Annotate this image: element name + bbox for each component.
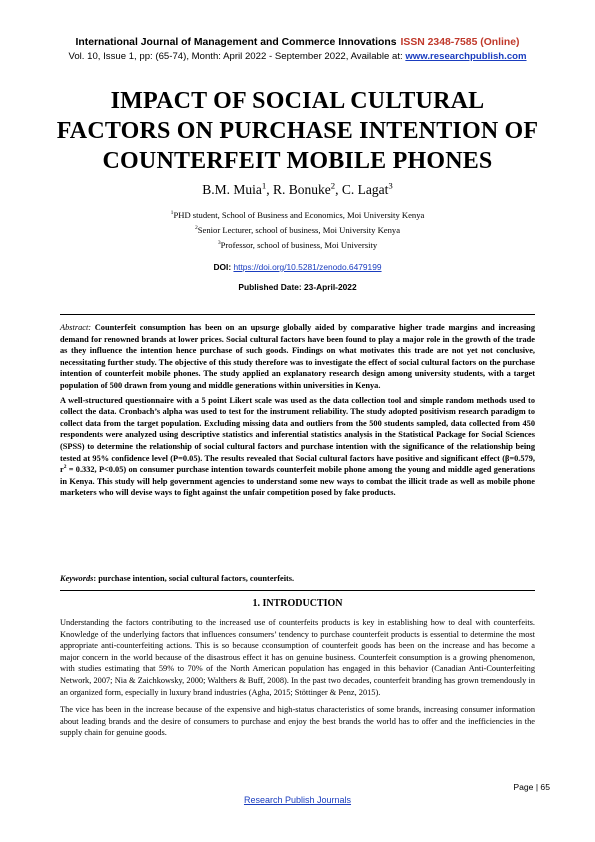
issn: ISSN 2348-7585 (Online) xyxy=(400,37,520,48)
paragraph: Understanding the factors contributing to the increased use of counterfeits products is key in establishing how to deal with counterfeits. Knowledge of the underlying factors that influences consumers’ tendency to purchase counterfeit products is essential to determine the most appropriate anti-counterfeiting actions. This is so because cconsumption of counterfeit goods has been on the increase and has become a major concern in the world because of the disastrous effect it has on genuine business. Counterfeit consumption is a growing phenomenon, with studies estimating that 59% to 70% of the North American population has engaged in this behavior (Canadian Anti-Counterfeiting Network, 2007; Nia & Zaichkowsky, 2000; Walthers & Buff, 2008). In the past two decades, counterfeit branding has grown tremendously in an organized form, especially in luxury brand industries (Agha, 2015; Stöttinger & Penz, 2015). xyxy=(60,618,535,697)
volume-line: Vol. 10, Issue 1, pp: (65-74), Month: April 2022 - September 2022, Available at: xyxy=(68,51,403,62)
divider-bottom xyxy=(60,590,535,591)
introduction-body xyxy=(60,617,535,745)
author-2: , R. Bonuke xyxy=(266,182,331,197)
keywords: Keywords: purchase intention, social cultural factors, counterfeits. xyxy=(60,574,295,583)
divider-top xyxy=(60,314,535,315)
journal-name: International Journal of Management and Commerce Innovations xyxy=(75,37,397,48)
paragraph: The vice has been in the increase because of the expensive and high-status characteristics of some brands, increasing consumer information about leading brands and the desire of consumers to purchase and enjoy the best brands the world has to offer and the inefficiencies in the supply chain for genuine goods. xyxy=(60,705,535,738)
abstract: Abstract: Counterfeit consumption has been on an upsurge globally aided by comparative higher trade margins and increasing demand for renowned brands at lower prices. Social cultural factors have been found to play a major role in the growth of the trade as they influence the intention hence purchase of such goods. Findings on what motivates this trade are not yet not conclusive, necessitating further study. The objective of this study therefore was to investigate the effect of social cultural factors on the purchase intention of counterfeit mobile phones. The study applied an explanatory research design among university students, with a target population of 500 drawn from young and middle generations within universities in Kenya. A well-structured questionnaire with a 5 point Likert scale was used as the data collection tool and simple random methods used to collect the data. Cronbach’s alpha was used to test for the instrument reliability. The study adopted positivism research paradigm to collect data from the target population. Excluding missing data and outliers from the 500 students sampled, data collected from 450 respondents were analyzed using descriptive statistics and inferential statistics analysis in the Statistical Package for Social Sciences (SPSS) to determine the relationship of social cultural factors and purchase intention with the significance of the relationship being tested at 95% confidence level (P=0.05). The results revealed that Social cultural factors have positive and significant effect (β=0.579, $r^2 = 0.332$, P<0.05) on consumer purchase intention towards counterfeit mobile phone among the young and middle aged generations in Kenya. This study will help government agencies to understand some new ways to combat the illicit trade as well as mobile phone marketers who will devise ways to fight against the unfair competition posed by fake products. xyxy=(60,323,535,498)
affiliation-2: $^2$Senior Lecturer, school of business, Moi University Kenya xyxy=(194,225,401,235)
affiliation-3: $^3$Professor, school of business, Moi University xyxy=(217,240,378,250)
journal-site-link[interactable]: www.researchpublish.com xyxy=(405,51,527,62)
keywords-label: Keywords xyxy=(60,574,94,583)
doi-label: DOI: xyxy=(213,262,232,272)
author-1: B.M. Muia xyxy=(202,182,262,197)
abstract-label: Abstract: xyxy=(60,323,92,332)
footer xyxy=(0,795,595,805)
page-number: Page | 65 xyxy=(513,782,550,792)
publisher-link[interactable]: Research Publish Journals xyxy=(243,795,352,805)
journal-header xyxy=(0,36,595,63)
author-list: B.M. Muia$^1$, R. Bonuke$^2$, C. Lagat$^3$ xyxy=(202,180,393,197)
paper-title: IMPACT OF SOCIAL CULTURAL FACTORS ON PURCHASE INTENTION OF COUNTERFEIT MOBILE PHONES xyxy=(56,88,539,174)
doi-line xyxy=(0,262,595,272)
affiliation-1: $^1$PHD student, School of Business and Economics, Moi University Kenya xyxy=(170,210,425,220)
affiliations xyxy=(0,208,595,253)
section-heading-introduction: 1. INTRODUCTION xyxy=(252,598,343,609)
doi-link[interactable]: https://doi.org/10.5281/zenodo.6479199 xyxy=(233,262,382,272)
published-date: Published Date: 23-April-2022 xyxy=(238,282,357,292)
author-3: , C. Lagat xyxy=(335,182,389,197)
